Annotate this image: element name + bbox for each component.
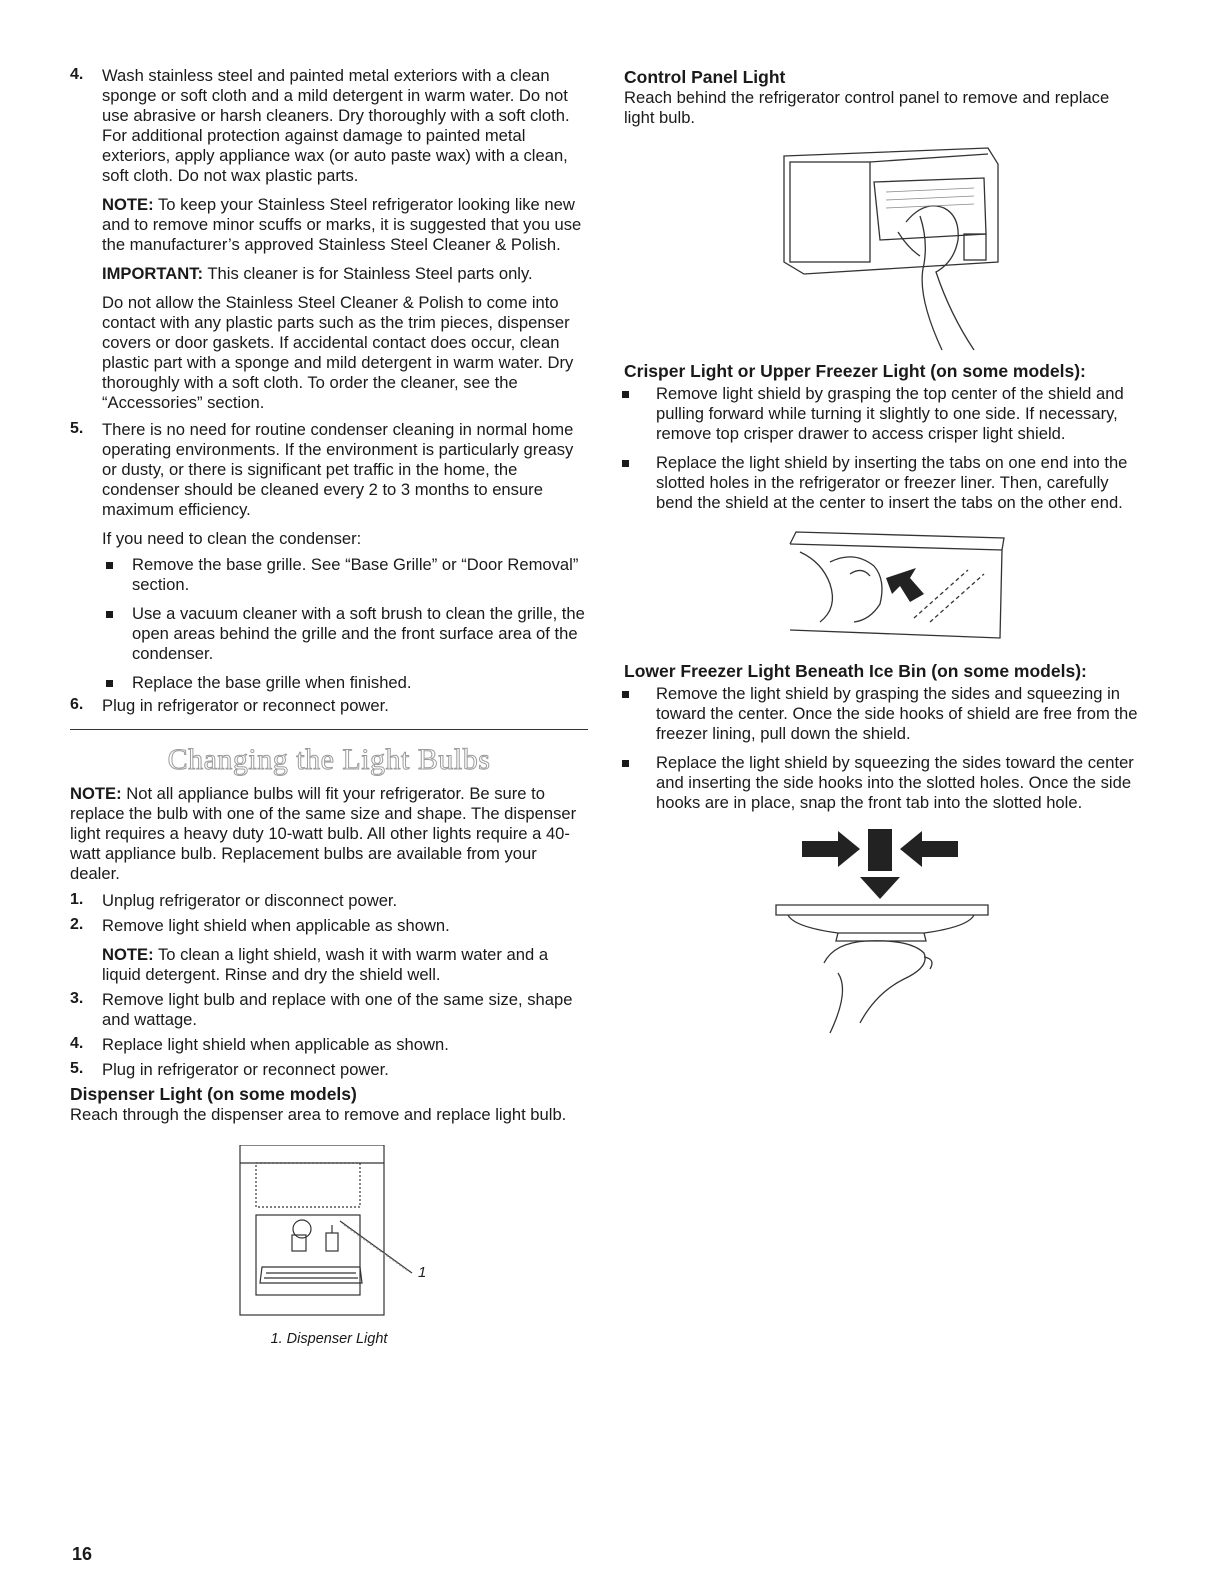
step-text: Replace light shield when applicable as shown.: [102, 1035, 449, 1054]
step-number: 6.: [70, 696, 84, 713]
step-5-condenser: [70, 420, 588, 693]
note-paragraph: [102, 945, 588, 985]
step-6-power: [70, 696, 588, 716]
bulbs-note: [70, 784, 588, 884]
note-label: NOTE:: [102, 195, 154, 214]
control-panel-illustration: [624, 144, 1140, 354]
step-number: 2.: [70, 916, 84, 933]
dispenser-light-figure: [70, 1145, 588, 1347]
bulb-step: [70, 916, 588, 985]
crisper-light-heading: Crisper Light or Upper Freezer Light (on some models):: [624, 361, 1086, 381]
bulb-step: [70, 891, 588, 911]
step-text: Remove light shield when applicable as shown.: [102, 916, 450, 935]
note-paragraph: [102, 195, 588, 255]
control-panel-light-heading: Control Panel Light: [624, 67, 786, 87]
step-text: Wash stainless steel and painted metal exteriors with a clean sponge or soft cloth and a mild detergent in warm water. Do not use abrasive or harsh cleaners. Dry thoroughly with a soft cloth. For additional protection against damage to painted metal exteriors, apply appliance wax (or auto paste wax) with a clean, soft cloth. Do not wax plastic parts.: [102, 66, 570, 185]
bulb-step: [70, 1060, 588, 1080]
lower-freezer-light-heading: Lower Freezer Light Beneath Ice Bin (on some models):: [624, 661, 1087, 681]
control-panel-light-text: Reach behind the refrigerator control panel to remove and replace light bulb.: [624, 88, 1110, 127]
list-item: Replace the base grille when finished.: [102, 673, 588, 693]
step-text: Plug in refrigerator or reconnect power.: [102, 696, 389, 715]
left-column: [70, 66, 588, 1347]
right-column: [624, 66, 1140, 1043]
step-number: 5.: [70, 420, 84, 437]
list-item: Remove light shield by grasping the top center of the shield and pulling forward while turning it slightly to one side. If necessary, remove top crisper drawer to access crisper light shield.: [624, 384, 1140, 444]
note-label: NOTE:: [102, 945, 154, 964]
note-text: Not all appliance bulbs will fit your refrigerator. Be sure to replace the bulb with one of the same size and shape. The dispenser light requires a heavy duty 10-watt bulb. All other lights require a 40-watt appliance bulb. Replacement bulbs are available from your dealer.: [70, 784, 577, 883]
list-item: Replace the light shield by inserting the tabs on one end into the slotted holes in the refrigerator or freezer liner. Then, carefully bend the shield at the center to insert the tabs on the other end.: [624, 453, 1140, 513]
important-label: IMPORTANT:: [102, 264, 204, 283]
note-text: To clean a light shield, wash it with warm water and a liquid detergent. Rinse and dry the shield well.: [102, 945, 549, 984]
arrow-left-icon: [900, 831, 958, 867]
step-4-clean-exterior: [70, 66, 588, 413]
lower-freezer-light-illustration: [624, 823, 1140, 1043]
dispenser-light-heading: Dispenser Light (on some models): [70, 1084, 357, 1104]
condenser-bullet-list: [102, 555, 588, 693]
step-text: Plug in refrigerator or reconnect power.: [102, 1060, 389, 1079]
page-number: 16: [72, 1544, 93, 1564]
crisper-bullet-list: [624, 384, 1140, 513]
caution-paragraph: Do not allow the Stainless Steel Cleaner & Polish to come into contact with any plastic parts such as the trim pieces, dispenser covers or door gaskets. If accidental contact does occur, clean plastic part with a sponge and mild detergent in warm water. Dry thoroughly with a soft cloth. To order the cleaner, see the “Accessories” section.: [102, 293, 574, 412]
step-number: 4.: [70, 66, 84, 83]
note-text: To keep your Stainless Steel refrigerator looking like new and to remove minor scuffs or marks, it is suggested that you use the manufacturer’s approved Stainless Steel Cleaner & Polish.: [102, 195, 582, 254]
section-divider: [70, 729, 588, 730]
callout-number: 1: [418, 1264, 427, 1281]
step-text: Unplug refrigerator or disconnect power.: [102, 891, 398, 910]
condenser-intro: If you need to clean the condenser:: [102, 529, 362, 548]
step-text: Remove light bulb and replace with one of the same size, shape and wattage.: [102, 990, 573, 1029]
step-number: 1.: [70, 891, 84, 908]
list-item: Use a vacuum cleaner with a soft brush to clean the grille, the open areas behind the grille and the front surface area of the condenser.: [102, 604, 588, 664]
list-item: Remove the base grille. See “Base Grille” or “Door Removal” section.: [102, 555, 588, 595]
dispenser-light-text: Reach through the dispenser area to remove and replace light bulb.: [70, 1105, 567, 1124]
dispenser-illustration: [70, 1145, 588, 1325]
lower-freezer-bullet-list: [624, 684, 1140, 813]
important-text: This cleaner is for Stainless Steel parts only.: [207, 264, 533, 283]
list-item: Remove the light shield by grasping the sides and squeezing in toward the center. Once the side hooks of shield are free from the freezer lining, pull down the shield.: [624, 684, 1140, 744]
figure-caption: 1. Dispenser Light: [270, 1331, 388, 1347]
important-paragraph: [102, 264, 588, 284]
note-label: NOTE:: [70, 784, 122, 803]
bulb-step: [70, 990, 588, 1030]
step-number: 3.: [70, 990, 84, 1007]
step-text: There is no need for routine condenser cleaning in normal home operating environments. If the environment is particularly greasy or dusty, or there is significant pet traffic in the home, the condenser should be cleaned every 2 to 3 months to ensure maximum efficiency.: [102, 420, 574, 519]
list-item: Replace the light shield by squeezing the sides toward the center and inserting the side hooks into the slotted holes. Once the side hooks are in place, snap the front tab into the slotted hole.: [624, 753, 1140, 813]
step-number: 4.: [70, 1035, 84, 1052]
arrow-right-icon: [802, 831, 860, 867]
bulb-step: [70, 1035, 588, 1055]
section-title: Changing the Light Bulbs: [167, 743, 491, 776]
step-number: 5.: [70, 1060, 84, 1077]
crisper-light-illustration: [624, 522, 1140, 642]
arrow-down-icon: [860, 877, 900, 899]
